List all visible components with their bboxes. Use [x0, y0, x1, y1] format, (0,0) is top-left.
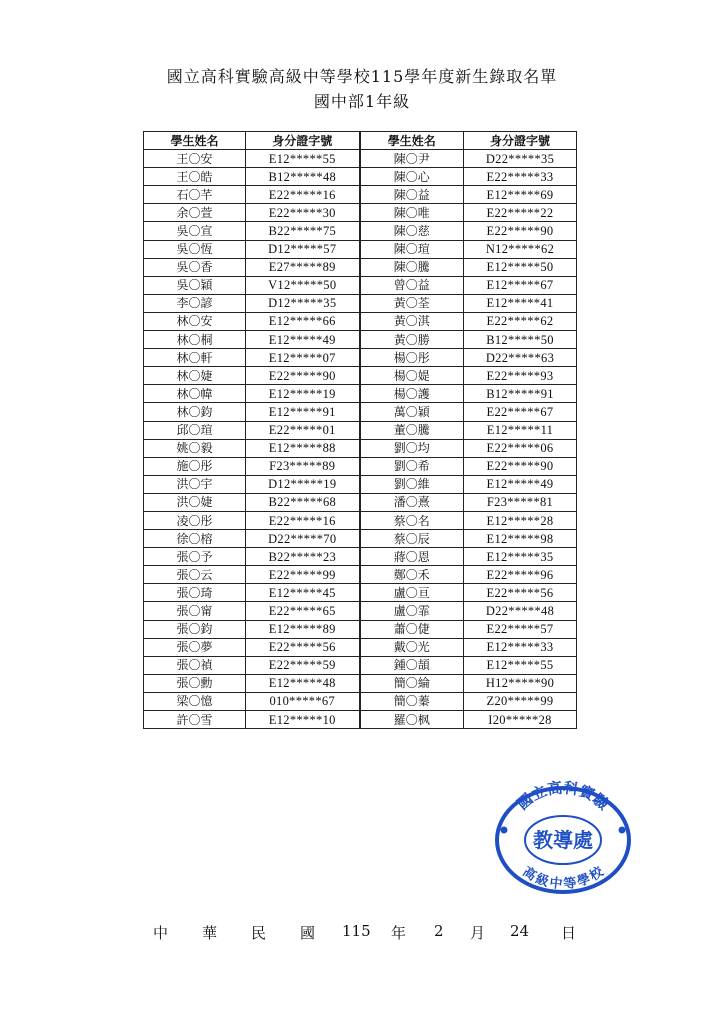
- student-id-left: E12*****91: [246, 403, 360, 421]
- student-name-right: 陳〇慈: [360, 222, 464, 240]
- student-name-left: 吳〇恆: [144, 240, 246, 258]
- table-row: [144, 638, 577, 656]
- student-id-right: B12*****50: [464, 331, 577, 349]
- student-id-left: E22*****99: [246, 566, 360, 584]
- table-row: [144, 385, 577, 403]
- student-name-left: 林〇婕: [144, 367, 246, 385]
- student-id-right: E22*****06: [464, 439, 577, 457]
- student-id-left: F23*****89: [246, 457, 360, 475]
- student-name-right: 簡〇蓁: [360, 692, 464, 710]
- date-char: 中: [153, 924, 169, 942]
- student-id-left: E12*****19: [246, 385, 360, 403]
- student-name-left: 凌〇彤: [144, 511, 246, 529]
- student-id-left: E12*****48: [246, 674, 360, 692]
- student-id-left: V12*****50: [246, 276, 360, 294]
- table-row: [144, 186, 577, 204]
- student-id-left: E22*****16: [246, 511, 360, 529]
- date-char: 日: [561, 924, 577, 942]
- student-id-right: E12*****33: [464, 638, 577, 656]
- table-row: [144, 294, 577, 312]
- student-id-left: E27*****89: [246, 258, 360, 276]
- student-name-left: 林〇軒: [144, 349, 246, 367]
- student-id-right: E22*****22: [464, 204, 577, 222]
- student-name-right: 黃〇勝: [360, 331, 464, 349]
- table-row: [144, 692, 577, 710]
- student-name-right: 盧〇霏: [360, 602, 464, 620]
- student-name-left: 林〇安: [144, 312, 246, 330]
- student-id-left: E22*****56: [246, 638, 360, 656]
- student-id-right: E22*****67: [464, 403, 577, 421]
- student-name-right: 劉〇希: [360, 457, 464, 475]
- student-id-left: E22*****01: [246, 421, 360, 439]
- table-row: [144, 584, 577, 602]
- student-id-right: E22*****96: [464, 566, 577, 584]
- table-row: [144, 493, 577, 511]
- student-name-left: 張〇夢: [144, 638, 246, 656]
- student-name-right: 簡〇綸: [360, 674, 464, 692]
- student-name-left: 洪〇宇: [144, 475, 246, 493]
- student-id-right: D22*****63: [464, 349, 577, 367]
- admission-table: [143, 131, 577, 729]
- date-year: 115: [342, 922, 371, 940]
- student-id-left: E22*****65: [246, 602, 360, 620]
- student-name-right: 曾〇益: [360, 276, 464, 294]
- table-row: [144, 421, 577, 439]
- student-id-right: E22*****56: [464, 584, 577, 602]
- student-id-right: E22*****62: [464, 312, 577, 330]
- student-id-right: I20*****28: [464, 711, 577, 729]
- student-name-right: 劉〇均: [360, 439, 464, 457]
- admission-table-container: [143, 131, 576, 729]
- student-name-right: 蕭〇倢: [360, 620, 464, 638]
- header-id-left: 身分證字號: [246, 132, 360, 150]
- table-row: [144, 530, 577, 548]
- student-name-left: 徐〇榕: [144, 530, 246, 548]
- student-name-right: 楊〇護: [360, 385, 464, 403]
- student-id-left: E12*****89: [246, 620, 360, 638]
- table-body: [144, 150, 577, 729]
- student-name-left: 張〇禎: [144, 656, 246, 674]
- table-row: [144, 240, 577, 258]
- seal-dot-right-icon: [619, 827, 626, 834]
- student-id-right: E12*****98: [464, 530, 577, 548]
- student-id-left: 010*****67: [246, 692, 360, 710]
- student-name-right: 鄭〇禾: [360, 566, 464, 584]
- issue-date: [0, 922, 724, 946]
- student-name-right: 蔡〇辰: [360, 530, 464, 548]
- student-id-right: E12*****11: [464, 421, 577, 439]
- student-id-right: N12*****62: [464, 240, 577, 258]
- table-header-row: [144, 132, 577, 150]
- table-row: [144, 711, 577, 729]
- student-name-right: 陳〇益: [360, 186, 464, 204]
- student-id-right: D22*****48: [464, 602, 577, 620]
- student-name-left: 林〇桐: [144, 331, 246, 349]
- student-id-right: E12*****55: [464, 656, 577, 674]
- table-row: [144, 349, 577, 367]
- date-char: 國: [300, 924, 316, 942]
- student-id-left: E12*****45: [246, 584, 360, 602]
- table-row: [144, 475, 577, 493]
- student-name-right: 鍾〇頡: [360, 656, 464, 674]
- student-id-left: B22*****75: [246, 222, 360, 240]
- student-name-right: 戴〇光: [360, 638, 464, 656]
- student-id-right: E12*****41: [464, 294, 577, 312]
- student-name-left: 張〇勳: [144, 674, 246, 692]
- date-day: 24: [510, 922, 530, 940]
- table-row: [144, 222, 577, 240]
- student-name-right: 潘〇熹: [360, 493, 464, 511]
- seal-top-text: 國立高科實驗: [513, 778, 613, 814]
- table-row: [144, 511, 577, 529]
- student-name-right: 陳〇尹: [360, 150, 464, 168]
- date-char: 年: [391, 924, 407, 942]
- student-id-right: E22*****57: [464, 620, 577, 638]
- student-name-left: 張〇予: [144, 548, 246, 566]
- date-char: 月: [470, 924, 486, 942]
- document-title: 國立高科實驗高級中等學校115學年度新生錄取名單: [166, 67, 558, 86]
- student-name-left: 張〇云: [144, 566, 246, 584]
- table-row: [144, 331, 577, 349]
- header-name-left: 學生姓名: [144, 132, 246, 150]
- student-name-right: 劉〇維: [360, 475, 464, 493]
- student-id-left: D12*****19: [246, 475, 360, 493]
- table-row: [144, 566, 577, 584]
- table-row: [144, 457, 577, 475]
- header-name-right: 學生姓名: [360, 132, 464, 150]
- student-id-right: H12*****90: [464, 674, 577, 692]
- student-name-right: 盧〇亘: [360, 584, 464, 602]
- student-name-right: 蔡〇名: [360, 511, 464, 529]
- date-month: 2: [434, 922, 444, 940]
- student-name-left: 施〇彤: [144, 457, 246, 475]
- student-name-right: 陳〇瑄: [360, 240, 464, 258]
- seal-bottom-text: 高級中等學校: [519, 864, 607, 893]
- student-id-right: E22*****93: [464, 367, 577, 385]
- student-name-left: 邱〇瑄: [144, 421, 246, 439]
- student-name-right: 陳〇唯: [360, 204, 464, 222]
- student-id-left: E12*****55: [246, 150, 360, 168]
- student-name-right: 黃〇淇: [360, 312, 464, 330]
- student-id-right: E12*****50: [464, 258, 577, 276]
- table-row: [144, 602, 577, 620]
- school-seal: [492, 778, 634, 896]
- table-row: [144, 258, 577, 276]
- student-id-left: E22*****16: [246, 186, 360, 204]
- student-id-left: E22*****30: [246, 204, 360, 222]
- seal-dot-left-icon: [501, 827, 508, 834]
- table-row: [144, 367, 577, 385]
- student-name-left: 余〇萱: [144, 204, 246, 222]
- student-id-right: E12*****28: [464, 511, 577, 529]
- student-name-right: 董〇騰: [360, 421, 464, 439]
- student-name-left: 姚〇毅: [144, 439, 246, 457]
- student-id-left: B22*****68: [246, 493, 360, 511]
- student-id-left: E12*****10: [246, 711, 360, 729]
- student-id-right: F23*****81: [464, 493, 577, 511]
- student-name-left: 石〇芊: [144, 186, 246, 204]
- table-row: [144, 620, 577, 638]
- student-id-right: D22*****35: [464, 150, 577, 168]
- student-id-right: E22*****90: [464, 457, 577, 475]
- student-id-left: D22*****70: [246, 530, 360, 548]
- student-id-right: E12*****67: [464, 276, 577, 294]
- student-name-left: 李〇諺: [144, 294, 246, 312]
- header-id-right: 身分證字號: [464, 132, 577, 150]
- student-name-left: 洪〇婕: [144, 493, 246, 511]
- table-row: [144, 204, 577, 222]
- student-name-left: 張〇鈞: [144, 620, 246, 638]
- student-name-left: 林〇幃: [144, 385, 246, 403]
- student-name-right: 陳〇心: [360, 168, 464, 186]
- table-row: [144, 312, 577, 330]
- table-row: [144, 656, 577, 674]
- student-name-left: 吳〇穎: [144, 276, 246, 294]
- student-name-right: 陳〇騰: [360, 258, 464, 276]
- student-name-left: 吳〇香: [144, 258, 246, 276]
- student-id-left: E22*****59: [246, 656, 360, 674]
- student-id-left: E22*****90: [246, 367, 360, 385]
- student-name-left: 王〇皓: [144, 168, 246, 186]
- document-subtitle: 國中部1年級: [313, 92, 411, 111]
- student-id-right: Z20*****99: [464, 692, 577, 710]
- table-row: [144, 276, 577, 294]
- student-id-left: D12*****57: [246, 240, 360, 258]
- table-row: [144, 150, 577, 168]
- student-id-right: E22*****90: [464, 222, 577, 240]
- student-name-right: 楊〇彤: [360, 349, 464, 367]
- student-id-left: B22*****23: [246, 548, 360, 566]
- student-id-right: E12*****49: [464, 475, 577, 493]
- student-name-left: 林〇鈞: [144, 403, 246, 421]
- student-id-right: E12*****69: [464, 186, 577, 204]
- student-name-right: 黃〇荃: [360, 294, 464, 312]
- student-id-right: E12*****35: [464, 548, 577, 566]
- student-id-left: D12*****35: [246, 294, 360, 312]
- student-id-left: E12*****66: [246, 312, 360, 330]
- date-char: 民: [251, 924, 267, 942]
- student-id-left: E12*****88: [246, 439, 360, 457]
- table-row: [144, 403, 577, 421]
- student-name-left: 王〇安: [144, 150, 246, 168]
- student-name-left: 吳〇宣: [144, 222, 246, 240]
- student-name-right: 萬〇穎: [360, 403, 464, 421]
- student-id-right: B12*****91: [464, 385, 577, 403]
- table-row: [144, 439, 577, 457]
- student-id-left: B12*****48: [246, 168, 360, 186]
- student-name-left: 許〇雪: [144, 711, 246, 729]
- student-name-right: 蔣〇恩: [360, 548, 464, 566]
- seal-center-text: 教導處: [533, 828, 593, 852]
- table-row: [144, 674, 577, 692]
- student-id-right: E22*****33: [464, 168, 577, 186]
- student-name-right: 楊〇媞: [360, 367, 464, 385]
- student-id-left: E12*****07: [246, 349, 360, 367]
- table-row: [144, 548, 577, 566]
- date-char: 華: [202, 924, 218, 942]
- student-name-right: 羅〇枫: [360, 711, 464, 729]
- student-id-left: E12*****49: [246, 331, 360, 349]
- table-row: [144, 168, 577, 186]
- student-name-left: 梁〇憶: [144, 692, 246, 710]
- student-name-left: 張〇甯: [144, 602, 246, 620]
- student-name-left: 張〇琦: [144, 584, 246, 602]
